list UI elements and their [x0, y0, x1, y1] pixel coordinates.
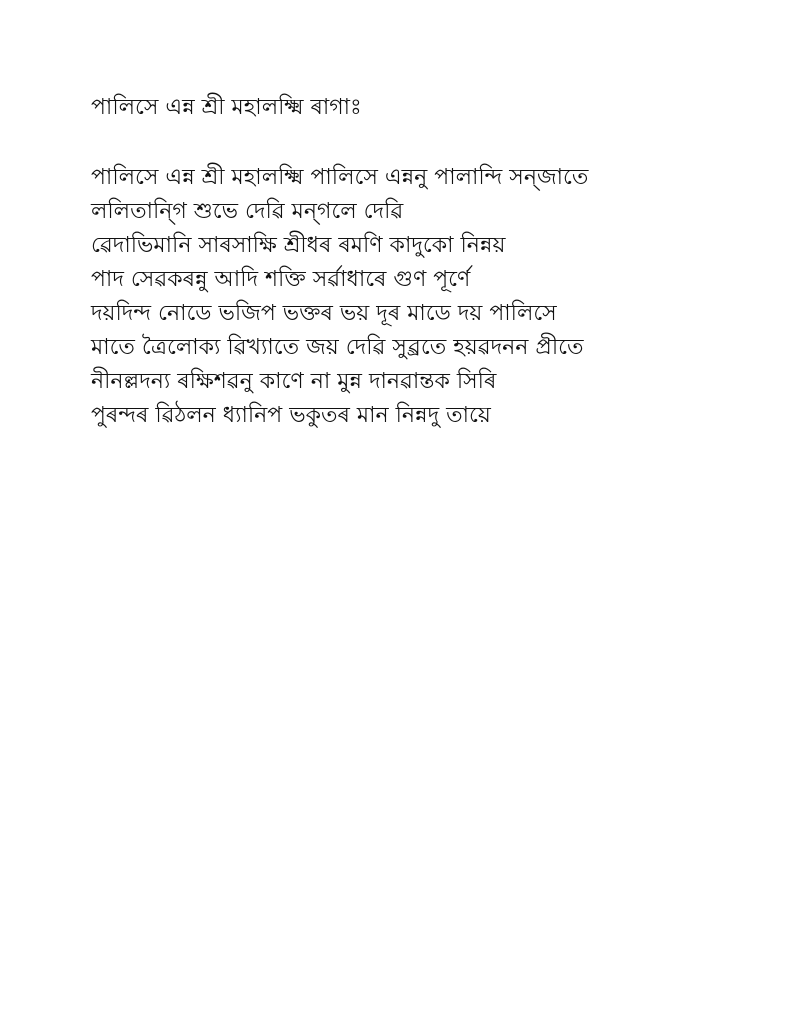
lyric-line: দয়দিন্দ নোডে ভজিপ ভক্তৰ ভয় দূৰ মাডে দয় পালিসে [91, 301, 557, 326]
lyrics-block [91, 161, 588, 433]
lyric-line: ৱেদাভিমানি সাৰসাক্ষি শ্রীধৰ ৰমণি কাদুকো নিন্নয় [91, 233, 506, 258]
lyric-line: নীনল্লদন্য ৰক্ষিশৱনু কাণে না মুন্ন দানৱান্তক সিৰি [91, 369, 497, 394]
lyric-line: ললিতান্গি শুভে দেৱি মন্গলে দেৱি [91, 199, 404, 224]
lyric-line: পালিসে এন্ন শ্রী মহালক্ষ্মি পালিসে এন্ননু পালান্দি সন্জাতে [91, 165, 589, 190]
lyric-line: পুৰন্দৰ ৱিঠলন ধ্যানিপ ভকুতৰ মান নিন্নদু তায়ে [91, 403, 491, 428]
lyric-line: মাতে ত্ৰৈলোক্য ৱিখ্যাতে জয় দেৱি সুৱ্ৰতে হয়ৱদনন প্রীতে [91, 335, 584, 360]
lyric-line: পাদ সেৱকৰন্নু আদি শক্তি সৰ্ৱাধাৰে গুণ পূৰ্ণে [91, 267, 471, 292]
document-title: পালিসে এন্ন শ্রী মহালক্ষ্মি ৰাগাঃ [91, 95, 362, 120]
